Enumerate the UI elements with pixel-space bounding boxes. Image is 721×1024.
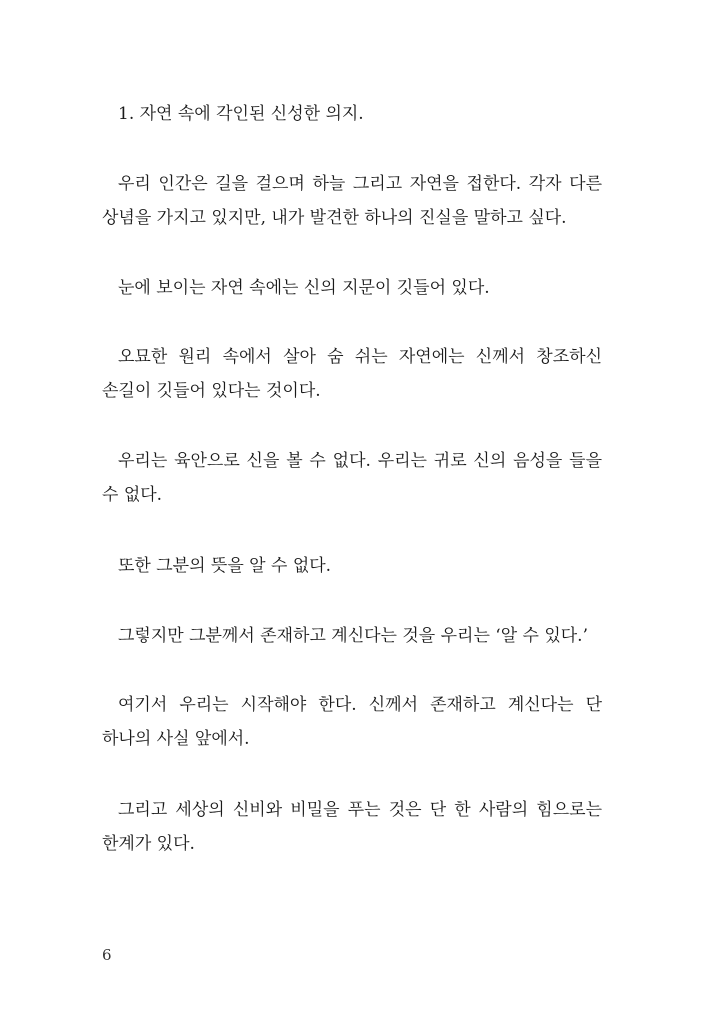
section-heading: 1. 자연 속에 각인된 신성한 의지. bbox=[118, 104, 364, 124]
paragraph: 또한 그분의 뜻을 알 수 없다. bbox=[118, 556, 332, 576]
paragraph: 여기서 우리는 시작해야 한다. 신께서 존재하고 계신다는 단 하나의 사실 앞에서. bbox=[102, 695, 602, 749]
paragraph: 눈에 보이는 자연 속에는 신의 지문이 깃들어 있다. bbox=[118, 278, 490, 298]
page-number: 6 bbox=[102, 946, 112, 964]
paragraph: 우리는 육안으로 신을 볼 수 없다. 우리는 귀로 신의 음성을 들을 수 없다. bbox=[102, 451, 602, 505]
paragraph: 오묘한 원리 속에서 살아 숨 쉬는 자연에는 신께서 창조하신 손길이 깃들어 있다는 것이다. bbox=[102, 347, 602, 401]
paragraph: 그리고 세상의 신비와 비밀을 푸는 것은 단 한 사람의 힘으로는 한계가 있다. bbox=[102, 800, 602, 854]
paragraph: 그렇지만 그분께서 존재하고 계신다는 것을 우리는 ‘알 수 있다.’ bbox=[118, 626, 588, 646]
paragraph: 우리 인간은 길을 걸으며 하늘 그리고 자연을 접한다. 각자 다른 상념을 가지고 있지만, 내가 발견한 하나의 진실을 말하고 싶다. bbox=[102, 174, 602, 228]
